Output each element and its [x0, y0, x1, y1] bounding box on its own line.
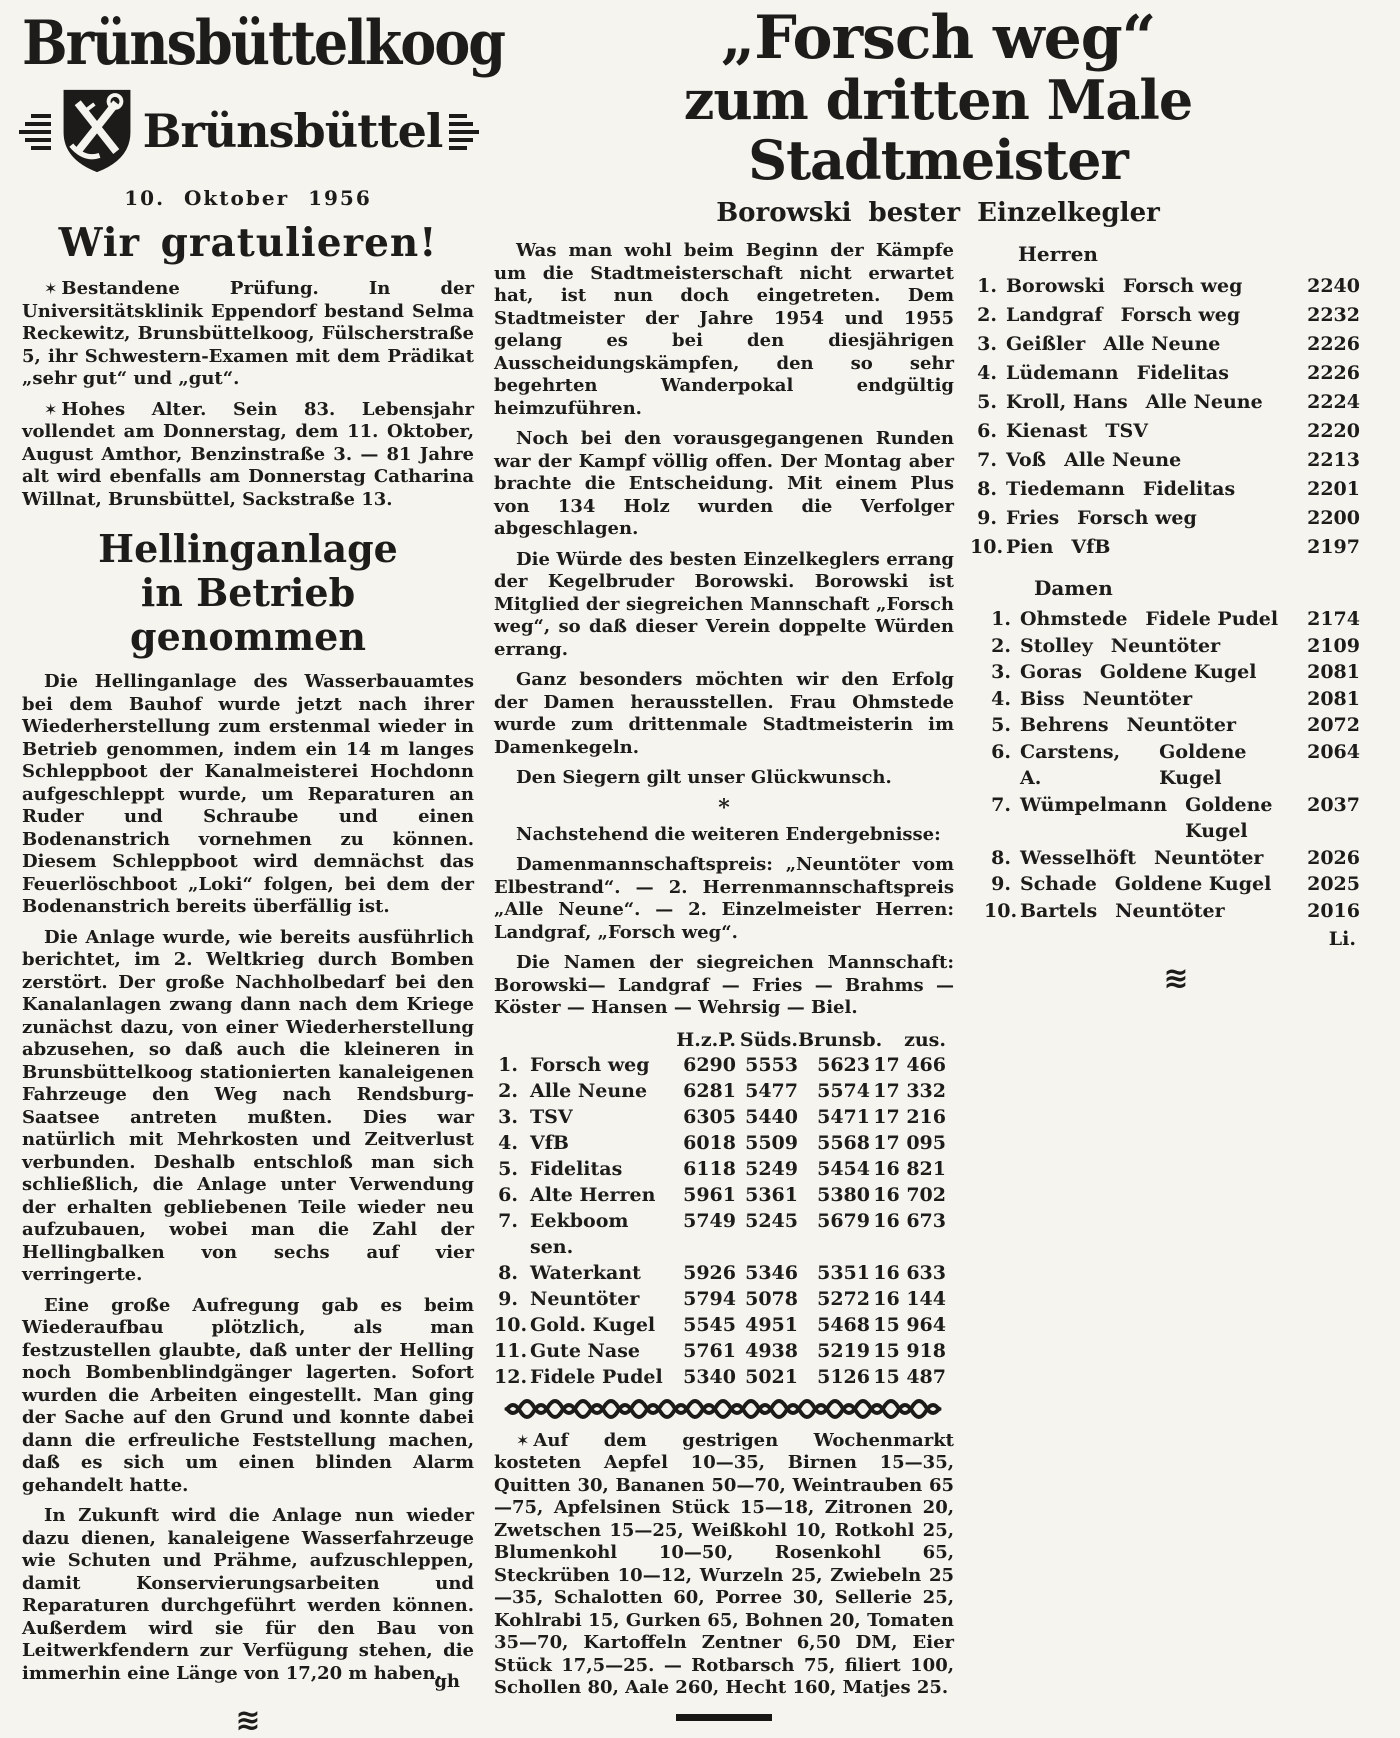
player-score: 2201: [1307, 478, 1360, 500]
score-brunsb: 5471: [817, 1105, 870, 1128]
score-brunsb: 5468: [817, 1313, 870, 1336]
player-club: Neuntöter: [1126, 714, 1236, 736]
score-total: 17 216: [873, 1105, 946, 1128]
team-name: Forsch weg: [530, 1053, 650, 1076]
player-name: Wesselhöft: [1020, 846, 1137, 869]
table-row: [494, 1364, 954, 1390]
score-brunsb: 5454: [817, 1157, 870, 1180]
score-sueds: 5440: [745, 1105, 798, 1128]
player-score: 2081: [1307, 687, 1360, 710]
ranking-row: [970, 446, 1382, 475]
player-name: Bartels: [1020, 899, 1098, 922]
helling-paragraphs: [22, 671, 474, 1497]
market-report-lead: Auf dem gestrigen Wochenmarkt: [533, 1429, 954, 1451]
congrats-list: [22, 278, 474, 511]
paragraph: Noch bei den vorausgegangenen Runden war der Kampf völlig offen. Der Montag aber brachte die Entscheidung. Mit einem Plus von 134 Holz wurden die Verfolger abgeschlagen.: [494, 428, 954, 539]
row-rank: 2.: [498, 1079, 518, 1102]
player-name: Tiedemann: [1006, 478, 1125, 500]
squiggle-divider: ≋: [1163, 961, 1189, 996]
player-club: Neuntöter: [1082, 687, 1193, 710]
asterisk-separator: *: [718, 794, 730, 821]
row-rank: 8.: [991, 846, 1011, 869]
row-rank: 10.: [970, 536, 1004, 558]
team-name: Gold. Kugel: [530, 1313, 656, 1336]
paragraph: Ganz besonders möchten wir den Erfolg der Damen herausstellen. Frau Ohmstede wurde zum drittenmale Stadtmeisterin im Damenkegeln.: [494, 669, 954, 758]
congrats-item: [22, 399, 474, 512]
paragraph: Eine große Aufregung gab es beim Wiederaufbau plötzlich, als man festzustellen glaubte, daß unter der Helling noch Bombenblindgänger lagerten. Sofort wurden die Arbeiten eingestellt. Man ging der Sache auf den Grund und konnte dabei dann die erfreuliche Feststellung machen, daß es sich um einen blinden Alarm gehandelt hatte.: [22, 1294, 474, 1496]
score-total: 17 332: [873, 1079, 946, 1102]
masthead-title-line1: Brünsbüttelkoog: [22, 7, 504, 79]
ranking-row: [970, 845, 1382, 872]
player-club: Fidelitas: [1136, 362, 1229, 384]
team-name: Fidele Pudel: [530, 1365, 663, 1388]
market-report-text: kosteten Aepfel 10—35, Birnen 15—35, Quitten 30, Bananen 50—70, Weintrauben 65—75, Apfelsinen Stück 15—18, Zitronen 20, Zwetschen 15—25, Weißkohl 10, Rotkohl 25, Blumenkohl 10—50, Rosenkohl 65, Steckrüben 10—12, Wurzeln 25, Zwiebeln 25—35, Schalotten 60, Porree 30, Sellerie 25, Kohlrabi 15, Gurken 65, Bohnen 20, Tomaten 35—70, Kartoffeln Zentner 6,50 DM, Eier Stück 17,5—25. — Rotbarsch 75, filiert 100, Schollen 80, Aale 260, Hecht 160, Matjes 25.: [494, 1452, 954, 1698]
score-sueds: 5078: [745, 1287, 798, 1310]
player-name: Kienast: [1006, 420, 1088, 442]
row-rank: 7.: [498, 1209, 518, 1232]
ranking-row: [970, 686, 1382, 713]
team-name: Eekboom sen.: [530, 1209, 629, 1258]
score-total: 16 821: [873, 1157, 946, 1180]
row-rank: 4.: [498, 1131, 518, 1154]
team-name: VfB: [530, 1131, 569, 1154]
paragraph: In Zukunft wird die Anlage nun wieder dazu dienen, kanaleigene Wasserfahrzeuge wie Schuten und Prähme, aufzuschleppen, damit Konservierungsarbeiten und Reparaturen durchgeführt werden können. Außerdem wird sie für den Bau von Leitwerkfendern zur Verfügung stehen, die immerhin eine Länge von 17,20 m haben.: [22, 1505, 474, 1684]
player-club: Goldene Kugel: [1099, 661, 1257, 683]
player-name: Pien: [1006, 536, 1054, 558]
standings-table: [494, 1028, 954, 1390]
score-sueds: 5361: [745, 1183, 798, 1206]
row-rank: 5.: [977, 391, 997, 413]
ranking-row: [970, 272, 1382, 301]
player-name: Behrens: [1020, 714, 1109, 736]
player-name: Kroll, Hans: [1006, 391, 1128, 413]
ranking-row: [970, 388, 1382, 417]
score-total: 16 144: [873, 1287, 946, 1310]
score-total: 16 673: [873, 1209, 946, 1232]
player-score: 2200: [1307, 507, 1360, 529]
score-total: 15 918: [873, 1339, 946, 1362]
player-score: 2240: [1307, 275, 1360, 297]
row-rank: 1.: [977, 275, 997, 297]
row-rank: 7.: [977, 449, 997, 471]
row-rank: 6.: [977, 420, 997, 442]
row-rank: 5.: [498, 1157, 518, 1180]
table-row: [494, 1052, 954, 1078]
team-name: Fidelitas: [530, 1157, 623, 1180]
author-initials: gh: [434, 1670, 460, 1692]
score-sueds: 5021: [745, 1365, 798, 1388]
player-name: Biss: [1020, 687, 1065, 710]
damen-list: [970, 606, 1382, 924]
ranking-row: [970, 330, 1382, 359]
team-name: TSV: [530, 1105, 573, 1128]
player-name: Fries: [1006, 507, 1060, 529]
damen-label: Damen: [1034, 576, 1113, 600]
table-row: [494, 1078, 954, 1104]
row-rank: 10.: [494, 1313, 528, 1336]
team-name: Gute Nase: [530, 1339, 640, 1362]
score-brunsb: 5126: [817, 1365, 870, 1388]
table-row: [494, 1156, 954, 1182]
team-name: Neuntöter: [530, 1287, 640, 1310]
congrats-item-text: Sein 83. Lebensjahr vollendet am Donnerstag, dem 11. Oktober, August Amthor, Benzinstraße 3. — 81 Jahre alt wird ebenfalls am Donnerstag Catharina Willnat, Brunsbüttel, Sackstraße 13.: [22, 398, 474, 510]
ranking-row: [970, 504, 1382, 533]
row-rank: 4.: [977, 362, 997, 384]
column-header: H.z.P.: [676, 1028, 736, 1051]
player-club: Forsch weg: [1122, 275, 1243, 297]
score-sueds: 5509: [745, 1131, 798, 1154]
player-name: Lüdemann: [1006, 362, 1119, 384]
author-initials: Li.: [1328, 928, 1356, 950]
table-row: [494, 1182, 954, 1208]
congrats-heading: Wir gratulieren!: [58, 220, 438, 266]
player-club: Neuntöter: [1115, 899, 1225, 922]
score-total: 16 633: [873, 1261, 946, 1284]
right-column: [970, 240, 1382, 1721]
table-row: [494, 1338, 954, 1364]
table-row: [494, 1104, 954, 1130]
player-club: Forsch weg: [1077, 507, 1197, 529]
subheadline: Borowski bester Einzelkegler: [716, 198, 1160, 228]
row-rank: 7.: [991, 793, 1011, 816]
score-brunsb: 5351: [817, 1261, 870, 1284]
player-name: Stolley: [1020, 634, 1093, 657]
paragraph: Die Anlage wurde, wie bereits ausführlich berichtet, im 2. Weltkrieg durch Bomben zerstört. Der große Nachholbedarf bei den Kanalanlagen zwang dann nach dem Kriege zunächst dazu, von einer Wiederherstellung abzusehen, so daß auch die kleineren in Brunsbüttelkoog stationierten kanaleigenen Fahrzeuge den Weg nach Rendsburg-Saatsee antreten mußten. Dies war natürlich mit Mehrkosten und Zeitverlust verbunden. Deshalb entschloß man sich schließlich, die Anlage unter Verwendung der erhalten gebliebenen Teile wieder neu aufzubauen, wobei man die Zahl der Hellingbalken von sechs auf vier verringerte.: [22, 926, 474, 1285]
team-name: Waterkant: [530, 1261, 641, 1284]
player-score: 2220: [1307, 420, 1360, 442]
ranking-row: [970, 301, 1382, 330]
score-total: 15 487: [873, 1365, 946, 1388]
player-club: Alle Neune: [1103, 333, 1221, 355]
flourish-left-icon: [17, 110, 51, 152]
player-score: 2026: [1307, 846, 1360, 869]
helling-heading: [22, 527, 474, 659]
player-score: 2072: [1307, 714, 1360, 736]
score-sueds: 4951: [745, 1313, 798, 1336]
row-rank: 8.: [498, 1261, 518, 1284]
player-name: Schade: [1020, 873, 1097, 895]
congrats-item: [22, 278, 474, 391]
standings-table-header: [494, 1028, 954, 1052]
congrats-item-lead: Bestandene Prüfung.: [61, 278, 319, 299]
player-score: 2016: [1307, 899, 1360, 922]
flourish-right-icon: [449, 110, 479, 152]
ranking-row: [970, 417, 1382, 446]
helling-heading-line1: Hellinganlage: [98, 526, 398, 571]
row-rank: 5.: [991, 714, 1011, 736]
headline-line1: „Forsch weg“: [720, 3, 1156, 73]
results-paragraphs: [494, 854, 954, 1020]
player-club: Goldene Kugel: [1159, 740, 1247, 789]
player-club: Goldene Kugel: [1185, 793, 1273, 842]
row-rank: 1.: [991, 608, 1011, 630]
player-name: Voß: [1006, 449, 1047, 471]
player-name: Wümpelmann: [1020, 793, 1168, 816]
middle-column: [494, 240, 954, 1721]
player-club: Fidelitas: [1142, 478, 1236, 500]
player-club: Fidele Pudel: [1145, 608, 1279, 630]
table-row: [494, 1208, 954, 1260]
row-rank: 12.: [494, 1365, 528, 1388]
star-icon: ✶: [44, 399, 58, 419]
congrats-item-text: In der Universitätsklinik Eppendorf bestand Selma Reckewitz, Brunsbüttelkoog, Fülscherstraße 5, ihr Schwestern-Examen mit dem Prädikat „sehr gut“ und „gut“.: [22, 278, 474, 389]
row-rank: 9.: [991, 873, 1011, 895]
player-club: VfB: [1071, 536, 1111, 558]
player-club: Alle Neune: [1145, 391, 1263, 413]
player-name: Landgraf: [1006, 304, 1103, 326]
row-rank: 2.: [977, 304, 997, 326]
score-brunsb: 5568: [817, 1131, 870, 1154]
masthead-title-line2: Brünsbüttel: [142, 104, 443, 158]
star-icon: ✶: [44, 279, 58, 298]
ranking-row: [970, 659, 1382, 686]
masthead-title-row: [22, 86, 474, 176]
row-rank: 6.: [498, 1183, 518, 1206]
player-club: TSV: [1105, 420, 1149, 442]
player-score: 2025: [1307, 873, 1360, 895]
row-rank: 10.: [984, 899, 1018, 922]
table-row: [494, 1260, 954, 1286]
score-brunsb: 5219: [817, 1339, 870, 1362]
results-intro: Nachstehend die weiteren Endergebnisse:: [516, 823, 941, 845]
score-hzp: 5961: [683, 1183, 736, 1206]
player-club: Neuntöter: [1110, 634, 1221, 657]
row-rank: 1.: [498, 1053, 518, 1076]
end-rule: [676, 1714, 772, 1721]
score-hzp: 5749: [683, 1209, 736, 1232]
left-column: [22, 6, 504, 1738]
team-name: Alle Neune: [530, 1079, 648, 1102]
player-club: Goldene Kugel: [1114, 873, 1272, 895]
headline-line2: zum dritten Male Stadtmeister: [683, 68, 1193, 192]
player-name: Goras: [1020, 661, 1082, 683]
article-paragraphs: [494, 240, 954, 790]
player-score: 2224: [1307, 391, 1360, 413]
score-hzp: 5794: [683, 1287, 736, 1310]
player-name: Borowski: [1006, 275, 1105, 297]
score-brunsb: 5380: [817, 1183, 870, 1206]
row-rank: 11.: [494, 1339, 528, 1362]
player-score: 2037: [1307, 793, 1360, 816]
player-score: 2226: [1307, 333, 1360, 355]
table-row: [494, 1130, 954, 1156]
player-score: 2109: [1307, 634, 1360, 657]
player-score: 2213: [1307, 449, 1360, 471]
row-rank: 3.: [977, 333, 997, 355]
player-club: Forsch weg: [1120, 304, 1241, 326]
row-rank: 6.: [991, 740, 1011, 763]
congrats-item-lead: Hohes Alter.: [61, 398, 207, 420]
row-rank: 9.: [977, 507, 997, 529]
team-name: Alte Herren: [530, 1183, 656, 1206]
player-name: Ohmstede: [1020, 608, 1128, 630]
player-name: Carstens, A.: [1020, 740, 1121, 789]
squiggle-divider: ≋: [235, 1702, 261, 1738]
score-hzp: 6018: [683, 1131, 736, 1154]
ranking-row: [970, 739, 1382, 792]
player-score: 2081: [1307, 661, 1360, 683]
paragraph: Damenmannschaftspreis: „Neuntöter vom Elbestrand“. — 2. Herrenmannschaftspreis „Alle Neune“. — 2. Einzelmeister Herren: Landgraf, „Forsch weg“.: [494, 854, 954, 943]
score-sueds: 5477: [745, 1079, 798, 1102]
table-row: [494, 1286, 954, 1312]
score-brunsb: 5574: [817, 1079, 870, 1102]
score-total: 17 095: [873, 1131, 946, 1154]
masthead: [22, 6, 504, 176]
score-sueds: 5553: [745, 1053, 798, 1076]
ranking-row: [970, 533, 1382, 562]
score-hzp: 6290: [683, 1053, 736, 1076]
herren-label: Herren: [1018, 242, 1098, 266]
score-total: 16 702: [873, 1183, 946, 1206]
score-hzp: 5340: [683, 1365, 736, 1388]
main-area: [494, 3, 1382, 1698]
score-sueds: 5245: [745, 1209, 798, 1232]
score-total: 15 964: [873, 1313, 946, 1336]
ranking-row: [970, 871, 1382, 898]
row-rank: 9.: [498, 1287, 518, 1310]
ranking-row: [970, 712, 1382, 739]
column-header: Süds.: [739, 1028, 798, 1051]
column-header: Brunsb.: [798, 1028, 883, 1051]
score-hzp: 5926: [683, 1261, 736, 1284]
paragraph: Die Hellinganlage des Wasserbauamtes bei dem Bauhof wurde jetzt nach ihrer Wiederherstellung zum erstenmal wieder in Betrieb genommen, indem ein 14 m langes Schleppboot der Kanalmeisterei Hochdonn aufgeschleppt wurde, um Reparaturen an Ruder und Schraube und einen Bodenanstrich vornehmen zu können. Diesem Schleppboot wird demnächst das Feuerlöschboot „Loki“ folgen, bei dem der Bodenanstrich bereits überfällig ist.: [22, 671, 474, 917]
ranking-row: [970, 359, 1382, 388]
player-score: 2226: [1307, 362, 1360, 384]
row-rank: 8.: [977, 478, 997, 500]
coat-of-arms-icon: [58, 86, 136, 176]
paragraph: Die Würde des besten Einzelkeglers errang der Kegelbruder Borowski. Borowski ist Mitglied der siegreichen Mannschaft „Forsch weg“, so daß dieser Verein doppelte Würden errang.: [494, 548, 954, 660]
column-header: zus.: [904, 1028, 946, 1051]
paragraph: Den Siegern gilt unser Glückwunsch.: [516, 767, 892, 788]
paragraph: Die Namen der siegreichen Mannschaft: Borowski— Landgraf — Fries — Brahms — Köster — Hansen — Wehrsig — Biel.: [494, 952, 954, 1018]
ranking-row: [970, 475, 1382, 504]
player-score: 2197: [1307, 536, 1360, 558]
score-hzp: 6305: [683, 1105, 736, 1128]
score-total: 17 466: [873, 1053, 946, 1076]
ranking-row: [970, 898, 1382, 925]
ranking-row: [970, 792, 1382, 845]
score-hzp: 6281: [683, 1079, 736, 1102]
issue-date: 10. Oktober 1956: [124, 186, 372, 210]
row-rank: 4.: [991, 687, 1011, 710]
score-brunsb: 5679: [817, 1209, 870, 1232]
score-sueds: 5346: [745, 1261, 798, 1284]
score-sueds: 5249: [745, 1157, 798, 1180]
ranking-row: [970, 606, 1382, 633]
ranking-row: [970, 633, 1382, 660]
score-hzp: 5545: [683, 1313, 736, 1336]
row-rank: 2.: [991, 634, 1011, 657]
star-icon: ✶: [516, 1430, 530, 1450]
standings-table-body: [494, 1052, 954, 1390]
market-report: [494, 1430, 954, 1700]
score-brunsb: 5623: [817, 1053, 870, 1076]
player-club: Alle Neune: [1064, 449, 1182, 471]
row-rank: 3.: [991, 661, 1011, 683]
player-score: 2174: [1307, 608, 1360, 630]
player-name: Geißler: [1006, 333, 1086, 355]
paragraph: Was man wohl beim Beginn der Kämpfe um die Stadtmeisterschaft nicht erwartet hat, ist nun doch eingetreten. Dem Stadtmeister der Jahre 1954 und 1955 gelang es bei den diesjährigen Ausscheidungskämpfen, den so sehr begehrten Wanderpokal endgültig heimzuführen.: [494, 240, 954, 419]
table-row: [494, 1312, 954, 1338]
score-hzp: 6118: [683, 1157, 736, 1180]
player-score: 2232: [1307, 304, 1360, 326]
score-brunsb: 5272: [817, 1287, 870, 1310]
player-club: Neuntöter: [1154, 846, 1264, 869]
row-rank: 3.: [498, 1105, 518, 1128]
helling-heading-line2: in Betrieb genommen: [130, 570, 366, 659]
herren-list: [970, 272, 1382, 562]
score-hzp: 5761: [683, 1339, 736, 1362]
player-score: 2064: [1307, 740, 1360, 763]
score-sueds: 4938: [745, 1339, 798, 1362]
scroll-ornament: [494, 1398, 954, 1420]
